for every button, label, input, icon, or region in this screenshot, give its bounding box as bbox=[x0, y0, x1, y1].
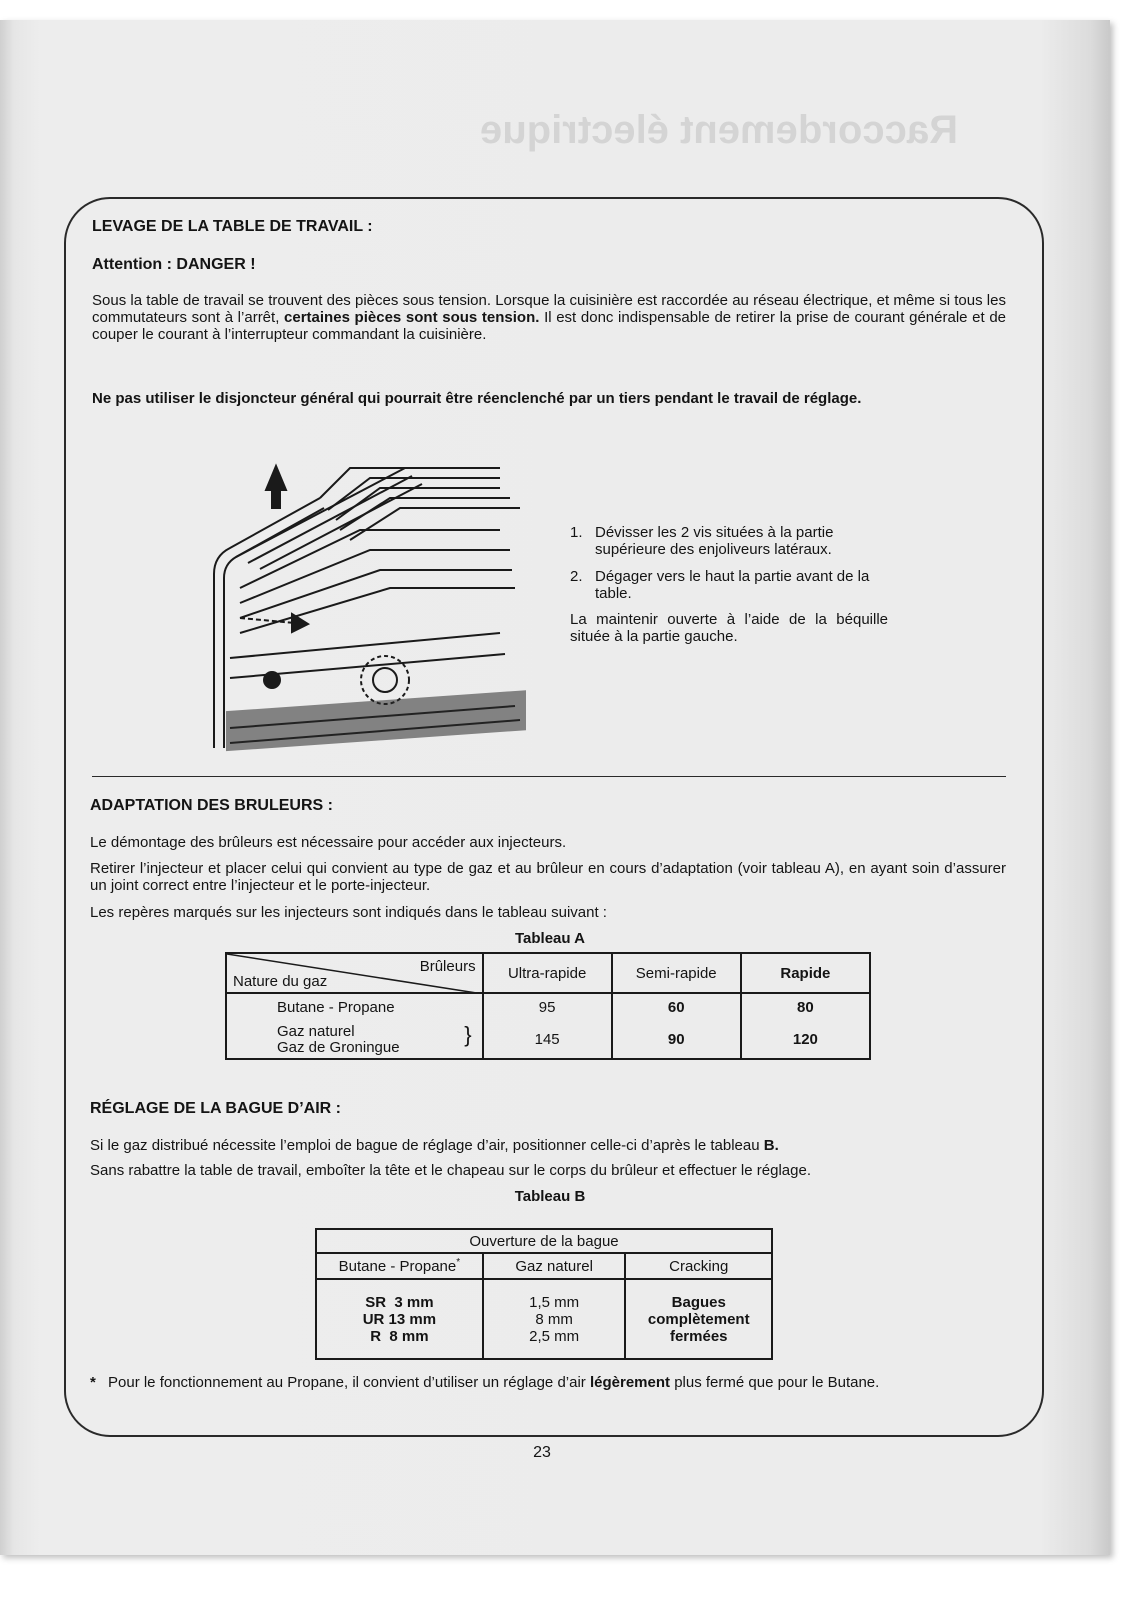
table-a-r1-rapide: 80 bbox=[741, 993, 870, 1021]
cooker-lift-illustration bbox=[200, 458, 530, 763]
danger-text-bold: certaines pièces sont sous tension. bbox=[284, 309, 540, 326]
reglage-para1 bbox=[90, 1137, 1006, 1154]
table-b bbox=[315, 1228, 773, 1360]
footnote-text-a: Pour le fonctionnement au Propane, il convient d’utiliser un réglage d’air bbox=[108, 1374, 586, 1391]
table-a-r1-semi: 60 bbox=[612, 993, 741, 1021]
table-b-header-butane bbox=[316, 1253, 483, 1279]
table-b-natural-1: 1,5 mm bbox=[529, 1293, 580, 1311]
page-number: 23 bbox=[533, 1444, 551, 1461]
section-divider bbox=[92, 776, 1006, 777]
table-a-gas-butane: Butane - Propane bbox=[226, 993, 483, 1021]
table-b-header-cracking: Cracking bbox=[625, 1253, 772, 1279]
adaptation-para3: Les repères marqués sur les injecteurs sont indiqués dans le tableau suivant : bbox=[90, 904, 607, 921]
danger-text-b: Il est donc indispensable de retirer la prise de courant générale et de couper le courant à l’interrupteur commandant la cuisinière. bbox=[92, 309, 1007, 343]
step1-number: 1. bbox=[570, 524, 583, 541]
adaptation-para1: Le démontage des brûleurs est nécessaire pour accéder aux injecteurs. bbox=[90, 834, 567, 851]
section-title-levage: LEVAGE DE LA TABLE DE TRAVAIL : bbox=[92, 218, 373, 235]
table-a-r2-ultra: 145 bbox=[483, 1021, 612, 1059]
table-a-header-rapide: Rapide bbox=[741, 953, 870, 993]
table-a bbox=[225, 952, 871, 1060]
lift-arrow-icon bbox=[266, 466, 286, 508]
table-a-r1-ultra: 95 bbox=[483, 993, 612, 1021]
reglage-para2: Sans rabattre la table de travail, emboîter la tête et le chapeau sur le corps du brûleur et effectuer le réglage. bbox=[90, 1162, 811, 1179]
section-title-adaptation: ADAPTATION DES BRULEURS : bbox=[90, 797, 333, 814]
table-a-gas-natural-line2: Gaz de Groningue bbox=[277, 1038, 400, 1056]
bleed-through-title: Raccordement électrique bbox=[480, 108, 958, 152]
footnote-text-b: plus fermé que pour le Butane. bbox=[674, 1374, 880, 1391]
table-b-header-butane-text: Butane - Propane bbox=[338, 1258, 457, 1275]
table-b-cracking-1: Bagues bbox=[671, 1293, 726, 1311]
table-b-caption: Tableau B bbox=[514, 1188, 586, 1205]
table-b-sr: SR 3 mm bbox=[365, 1293, 434, 1311]
table-a-gas-natural bbox=[226, 1021, 483, 1059]
footnote-text-bold: légèrement bbox=[589, 1374, 671, 1391]
adaptation-para2: Retirer l’injecteur et placer celui qui convient au type de gaz et au brûleur en cours d’adaptation (voir tableau A), en ayant soin d’assurer un joint correct entre l’injecteur et le porte-injecteur. bbox=[90, 860, 1006, 894]
table-b-cracking-3: fermées bbox=[669, 1327, 728, 1345]
corner-label-burners: Brûleurs bbox=[419, 958, 476, 975]
step1-text: Dévisser les 2 vis situées à la partie supérieure des enjoliveurs latéraux. bbox=[595, 524, 834, 558]
table-b-natural-values bbox=[483, 1279, 626, 1359]
table-a-header-ultra: Ultra-rapide bbox=[483, 953, 612, 993]
reglage-para1-text: Si le gaz distribué nécessite l’emploi de bague de réglage d’air, positionner celle-ci d’après le tableau bbox=[90, 1137, 760, 1154]
table-b-natural-3: 2,5 mm bbox=[529, 1327, 580, 1345]
table-a-gas-natural-line1: Gaz naturel bbox=[277, 1022, 355, 1040]
table-a-r2-semi: 90 bbox=[612, 1021, 741, 1059]
table-b-header-star: * bbox=[456, 1257, 461, 1268]
table-b-butane-values bbox=[316, 1279, 483, 1359]
table-a-corner-cell bbox=[226, 953, 483, 993]
table-a-header-semi: Semi-rapide bbox=[612, 953, 741, 993]
reglage-para1-table-ref: B. bbox=[763, 1137, 779, 1154]
table-b-cracking-values bbox=[625, 1279, 772, 1359]
step2-number: 2. bbox=[570, 568, 583, 585]
breaker-warning: Ne pas utiliser le disjoncteur général qui pourrait être réenclenché par un tiers pendant le travail de réglage. bbox=[92, 390, 862, 407]
table-b-r: R 8 mm bbox=[370, 1327, 429, 1345]
table-b-natural-2: 8 mm bbox=[535, 1310, 573, 1328]
brace-glyph: } bbox=[464, 1022, 472, 1047]
danger-paragraph bbox=[92, 292, 1006, 343]
corner-label-gas: Nature du gaz bbox=[233, 973, 328, 990]
table-a-r2-rapide: 120 bbox=[741, 1021, 870, 1059]
table-hold-note: La maintenir ouverte à l’aide de la béquille située à la partie gauche. bbox=[570, 611, 888, 645]
danger-text-a: Sous la table de travail se trouvent des pièces sous tension. Lorsque la cuisinière est raccordée au réseau électrique, et même si tous les commutateurs sont à l’arrêt, bbox=[92, 292, 1006, 326]
attention-label: Attention : DANGER ! bbox=[92, 256, 256, 273]
table-b-header-natural: Gaz naturel bbox=[483, 1253, 626, 1279]
footnote-text bbox=[108, 1374, 998, 1391]
table-b-ur: UR 13 mm bbox=[362, 1310, 437, 1328]
table-b-group-header: Ouverture de la bague bbox=[316, 1229, 772, 1253]
step2-text: Dégager vers le haut la partie avant de la table. bbox=[595, 568, 870, 602]
table-b-cracking-2: complètement bbox=[647, 1310, 750, 1328]
section-title-reglage: RÉGLAGE DE LA BAGUE D’AIR : bbox=[90, 1100, 341, 1117]
table-a-caption: Tableau A bbox=[514, 930, 585, 947]
footnote-star: * bbox=[90, 1374, 96, 1391]
